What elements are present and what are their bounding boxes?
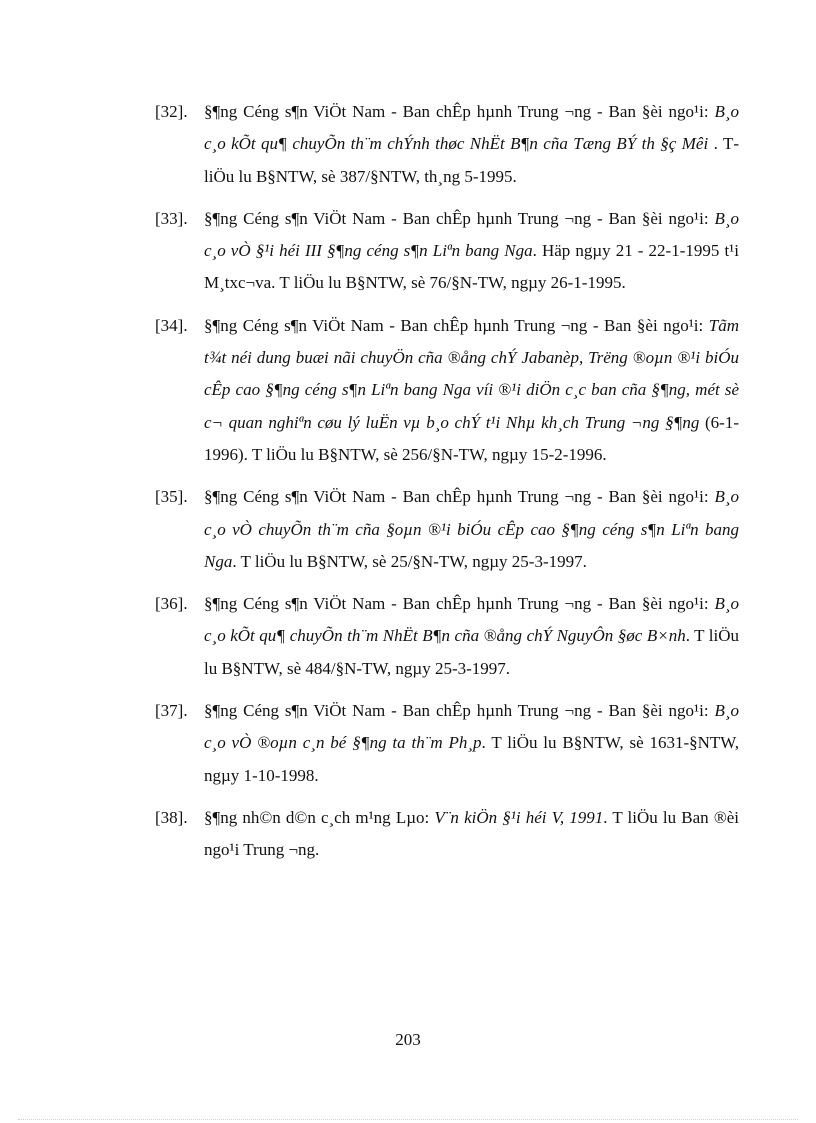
reference-author: §¶ng Céng s¶n ViÖt Nam - Ban chÊp hµnh Trung ¬ng - Ban §èi ngo¹i: (204, 315, 709, 335)
reference-title: V¨n kiÖn §¹i héi V, 1991 (434, 807, 604, 827)
reference-author: §¶ng Céng s¶n ViÖt Nam - Ban chÊp hµnh Trung ¬ng - Ban §èi ngo¹i: (204, 487, 715, 507)
reference-source: (6-1-1996). T liÖu lu B§NTW, sè 256/§N-TW, ngµy 15-2-1996. (204, 412, 740, 464)
reference-title: B¸o c¸o vÒ chuyÕn th¨m cña §oµn ®¹i biÓu cÊp cao §¶ng céng s¶n Liªn bang Nga (204, 487, 739, 571)
reference-item (155, 310, 739, 471)
reference-item (155, 203, 739, 300)
reference-number: [36]. (155, 594, 188, 614)
reference-item (155, 802, 739, 867)
reference-author: §¶ng Céng s¶n ViÖt Nam - Ban chÊp hµnh Trung ¬ng - Ban §èi ngo¹i: (204, 701, 715, 721)
reference-item (155, 695, 739, 792)
reference-author: §¶ng nh©n d©n c¸ch m¹ng Lµo: (204, 807, 435, 827)
reference-item (155, 96, 739, 193)
reference-title: B¸o c¸o kÕt qu¶ chuyÕn th¨m chÝnh thøc NhËt B¶n cña Tæng BÝ th §ç Mêi (204, 102, 739, 154)
reference-item (155, 481, 739, 578)
reference-number: [32]. (155, 102, 188, 121)
reference-number: [35]. (155, 487, 188, 507)
reference-author: §¶ng Céng s¶n ViÖt Nam - Ban chÊp hµnh Trung ¬ng - Ban §èi ngo¹i: (204, 594, 715, 614)
reference-title: B¸o c¸o kÕt qu¶ chuyÕn th¨m NhËt B¶n cña ®ång chÝ NguyÔn §øc B×nh (204, 594, 739, 646)
reference-source: . T liÖu lu B§NTW, sè 25/§N-TW, ngµy 25-3-1997. (232, 551, 587, 571)
reference-number: [37]. (155, 701, 188, 721)
reference-title: B¸o c¸o vÒ §¹i héi III §¶ng céng s¶n Liªn bang Nga (204, 208, 739, 261)
reference-source: . T liÖu lu Ban ®èi ngo¹i Trung ¬ng. (204, 807, 740, 860)
reference-source: . T liÖu lu B§NTW, sè 1631-§NTW, ngµy 1-10-1998. (204, 733, 740, 785)
reference-number: [34]. (155, 315, 188, 335)
reference-author: §¶ng Céng s¶n ViÖt Nam - Ban chÊp hµnh Trung ¬ng - Ban §èi ngo¹i: (204, 208, 715, 228)
reference-number: [38]. (155, 807, 188, 827)
reference-source: . T liÖu lu B§NTW, sè 484/§N-TW, ngµy 25-3-1997. (204, 626, 739, 678)
page-bottom-divider (18, 1119, 798, 1120)
reference-source: . T liÖu lu B§NTW, sè 387/§NTW, th¸ng 5-1995. (204, 134, 739, 186)
reference-source: . Häp ngµy 21 - 22-1-1995 t¹i M¸txc¬va. T liÖu lu B§NTW, sè 76/§N-TW, ngµy 26-1-1995. (204, 241, 739, 293)
page-number: 203 (395, 1030, 421, 1049)
reference-list (155, 96, 739, 877)
reference-number: [33]. (155, 208, 188, 228)
reference-item (155, 588, 739, 685)
reference-title: B¸o c¸o vÒ ®oµn c¸n bé §¶ng ta th¨m Ph¸p (204, 701, 739, 753)
reference-title: Tãm t¾t néi dung buæi nãi chuyÖn cña ®ång chÝ Jabanèp, Trëng ®oµn ®¹i biÓu cÊp cao §¶ng céng s¶n Liªn bang Nga víi ®¹i diÖn c¸c ban cña §¶ng, mét sè c¬ quan nghiªn cøu lý luËn vµ b¸o chÝ t¹i Nhµ kh¸ch Trung ¬ng §¶ng (204, 315, 739, 432)
reference-author: §¶ng Céng s¶n ViÖt Nam - Ban chÊp hµnh Trung ¬ng - Ban §èi ngo¹i: (204, 102, 715, 121)
